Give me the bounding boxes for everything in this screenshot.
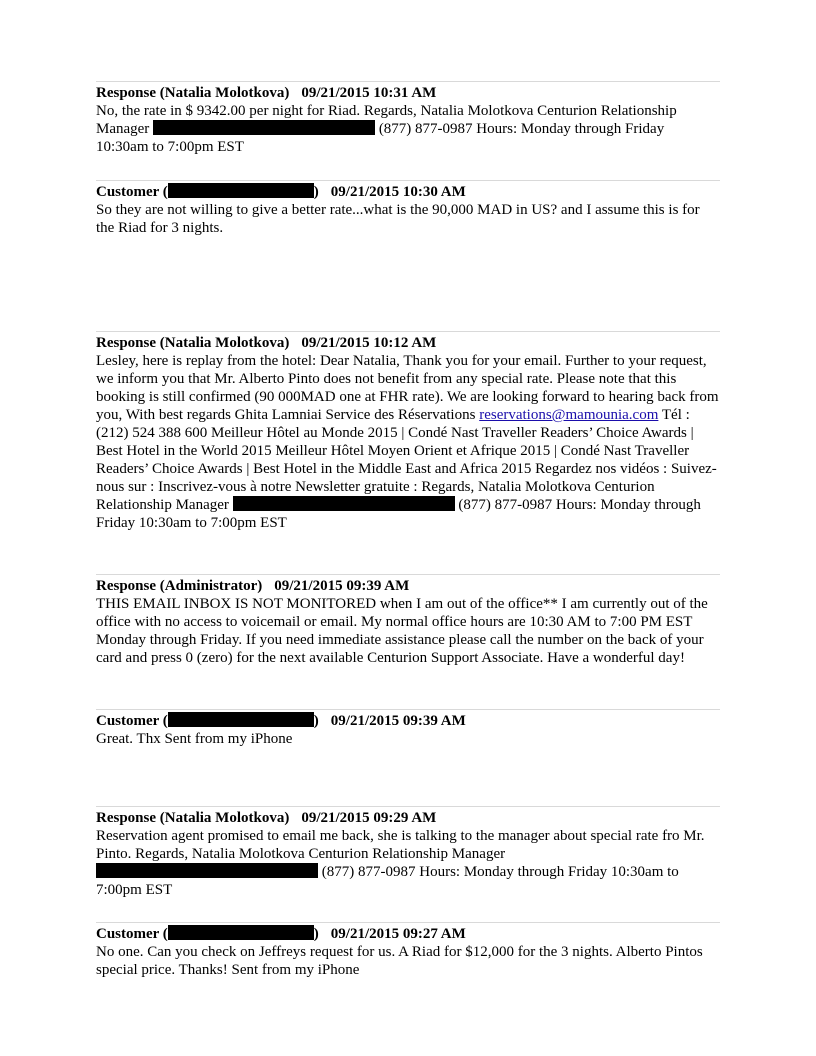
message-body: Lesley, here is replay from the hotel: Dear Natalia, Thank you for your email. Further to your request, we inform you that Mr. Alberto Pinto does not benefit from any special rate. Please note that this booking is still confirmed (90 000MAD one at FHR rate). We are looking forward to hearing back from you, With best regards Ghita Lamniai Service des Réservations reservations@mamounia.com Tél : (212) 524 388 600 Meilleur Hôtel au Monde 2015 | Condé Nast Traveller Readers’ Choice Awards | Best Hotel in the World 2015 Meilleur Hôtel Moyen Orient et Afrique 2015 | Condé Nast Traveller Readers’ Choice Awards | Best Hotel in the Middle East and Africa 2015 Regardez nos vidéos : Suivez-nous sur : Inscrivez-vous à notre Newsletter gratuite : Regards, Natalia Molotkova Centurion Relationship Manager (877) 877-0987 Hours: Monday through Friday 10:30am to 7:00pm EST [96, 353, 719, 531]
message-entry [96, 574, 720, 667]
email-link[interactable]: reservations@mamounia.com [479, 407, 659, 423]
divider [96, 81, 720, 82]
message-body: Great. Thx Sent from my iPhone [96, 731, 293, 747]
message-entry [96, 806, 720, 899]
message-header: Customer ( ) 09/21/2015 10:30 AM [96, 184, 466, 200]
message-sender: Customer ( [96, 926, 168, 942]
divider [96, 180, 720, 181]
message-header: Customer ( ) 09/21/2015 09:39 AM [96, 713, 466, 729]
divider [96, 574, 720, 575]
message-timestamp: 09/21/2015 09:39 AM [330, 713, 466, 729]
divider [96, 709, 720, 710]
message-entry [96, 922, 720, 979]
redaction-block [153, 120, 375, 135]
message-entry [96, 81, 720, 156]
message-sender: Response (Natalia Molotkova) [96, 85, 290, 101]
message-body: No one. Can you check on Jeffreys request for us. A Riad for $12,000 for the 3 nights. Alberto Pintos special price. Thanks! Sent from my iPhone [96, 944, 703, 978]
message-timestamp: 09/21/2015 10:31 AM [301, 85, 437, 101]
redaction-block [168, 183, 314, 198]
message-sender: Response (Natalia Molotkova) [96, 335, 290, 351]
message-body: So they are not willing to give a better rate...what is the 90,000 MAD in US? and I assume this is for the Riad for 3 nights. [96, 202, 700, 236]
redaction-block [96, 863, 318, 878]
message-header [96, 334, 720, 352]
message-entry [96, 180, 720, 237]
message-sender: Response (Administrator) [96, 578, 263, 594]
message-timestamp: 09/21/2015 09:39 AM [274, 578, 410, 594]
message-header: Customer ( ) 09/21/2015 09:27 AM [96, 926, 466, 942]
message-entry [96, 709, 720, 748]
divider [96, 922, 720, 923]
redaction-block [168, 925, 314, 940]
message-header [96, 84, 720, 102]
message-body: THIS EMAIL INBOX IS NOT MONITORED when I am out of the office** I am currently out of the office with no access to voicemail or email. My normal office hours are 10:30 AM to 7:00 PM EST Monday through Friday. If you need immediate assistance please call the number on the back of your card and press 0 (zero) for the next available Centurion Support Associate. Have a wonderful day! [96, 596, 708, 666]
divider [96, 331, 720, 332]
divider [96, 806, 720, 807]
redaction-block [233, 496, 455, 511]
message-entry [96, 331, 720, 532]
message-timestamp: 09/21/2015 09:27 AM [330, 926, 466, 942]
message-sender: Customer ( [96, 184, 168, 200]
message-body: Reservation agent promised to email me back, she is talking to the manager about special rate fro Mr. Pinto. Regards, Natalia Molotkova Centurion Relationship Manager (877) 877-0987 Hours: Monday through Friday 10:30am to 7:00pm EST [96, 828, 705, 898]
message-sender: Customer ( [96, 713, 168, 729]
message-header [96, 577, 720, 595]
message-timestamp: 09/21/2015 10:12 AM [301, 335, 437, 351]
redaction-block [168, 712, 314, 727]
message-body: No, the rate in $ 9342.00 per night for Riad. Regards, Natalia Molotkova Centurion Relationship Manager (877) 877-0987 Hours: Monday through Friday 10:30am to 7:00pm EST [96, 103, 677, 155]
message-timestamp: 09/21/2015 10:30 AM [330, 184, 466, 200]
message-sender: Response (Natalia Molotkova) [96, 810, 290, 826]
message-timestamp: 09/21/2015 09:29 AM [301, 810, 437, 826]
message-header [96, 809, 720, 827]
